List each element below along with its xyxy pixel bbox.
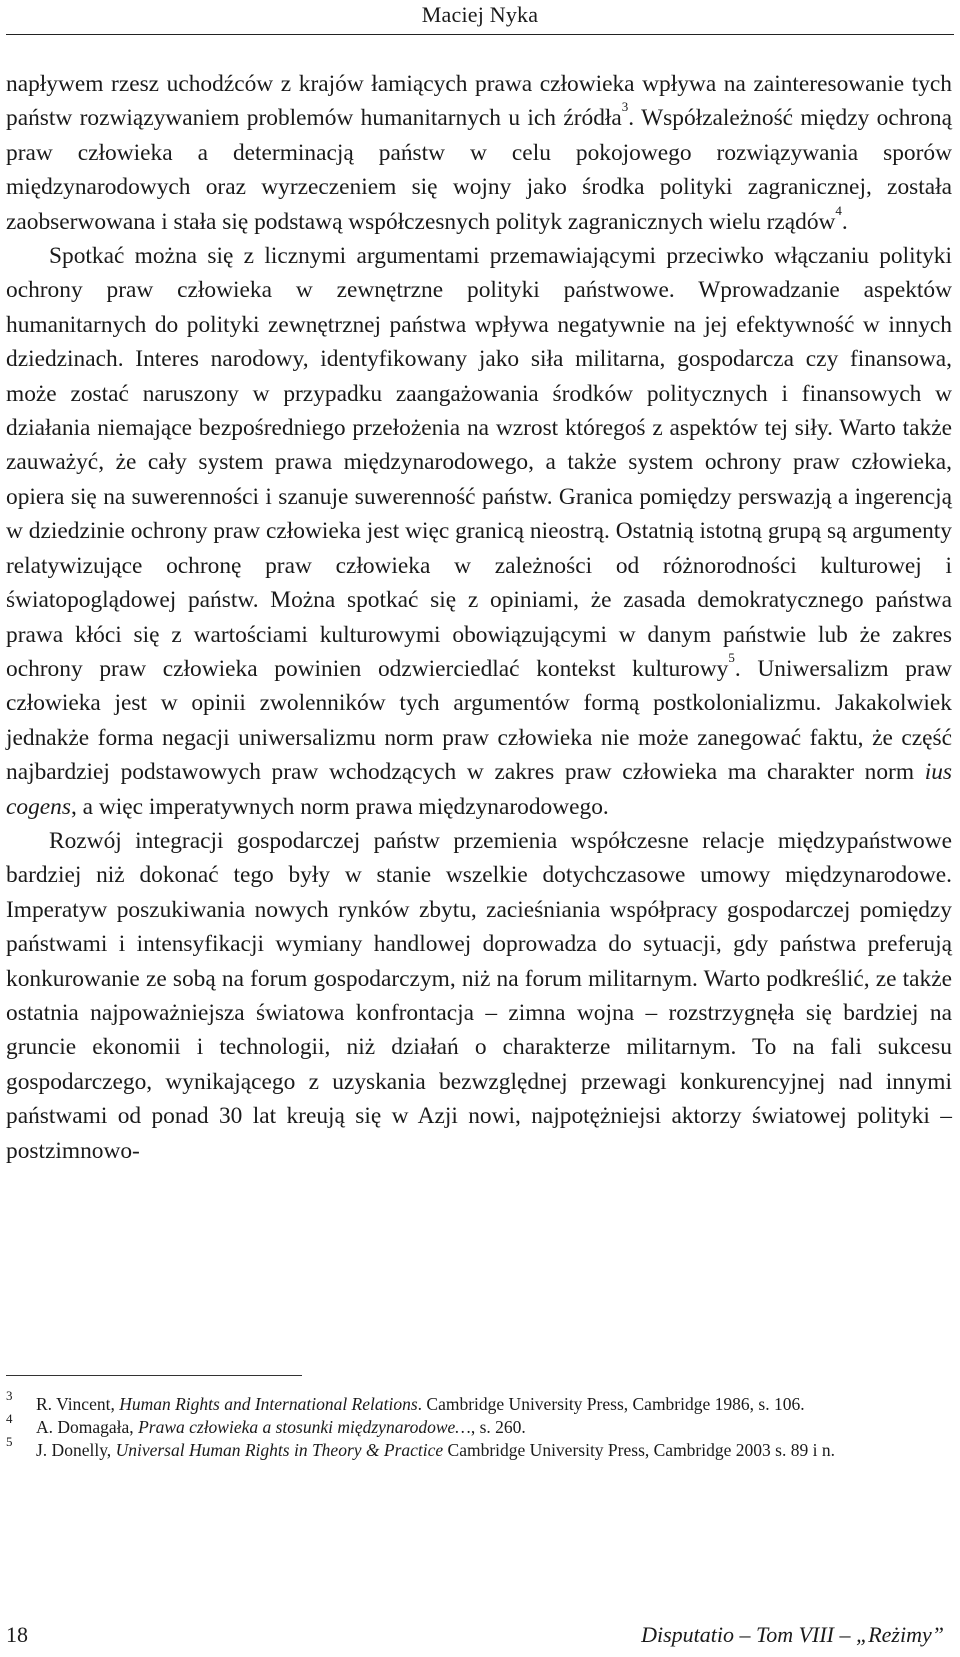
paragraph-1	[6, 67, 952, 239]
footnote-rule	[6, 1375, 302, 1376]
footnote-title: Prawa człowieka a stosunki międzynarodowe…	[138, 1417, 471, 1437]
footnote	[6, 1411, 952, 1439]
paragraph-text: , a więc imperatywnych norm prawa międzynarodowego.	[70, 793, 609, 820]
footnote	[6, 1388, 952, 1416]
footnote-author: A. Domagała,	[36, 1417, 139, 1437]
footnote-number: 4	[6, 1411, 13, 1426]
page-number: 18	[6, 1622, 28, 1647]
footnote-publisher: . Cambridge University Press, Cambridge 1986, s. 106.	[417, 1394, 805, 1414]
footnote-number: 5	[6, 1434, 13, 1449]
footnote-number: 3	[6, 1388, 13, 1403]
paragraph-text: .	[841, 208, 848, 235]
header-author: Maciej Nyka	[421, 2, 539, 27]
running-header	[0, 0, 960, 40]
running-footer	[6, 1622, 954, 1652]
header-rule	[6, 34, 954, 35]
paragraph-text: napływem rzesz uchodźców z krajów łamiących prawa człowieka wpływa na zainteresowanie tych państw rozwiązywaniem problemów humanitarnych u ich źródła	[6, 71, 952, 132]
paragraph-3	[6, 824, 952, 1168]
paragraph-text: . Współzależność między ochroną praw człowieka a determinacją państw w celu pokojowego rozwiązywania sporów międzynarodowych oraz wyrzeczeniem się wojny jako środka polityki zagranicznej, została zaobserwowana i stała się podstawą współczesnych polityk zagranicznych wielu rządów	[6, 105, 952, 235]
paragraph-text: Spotkać można się z licznymi argumentami przemawiającymi przeciwko włączaniu polityki ochrony praw człowieka w zewnętrzne polityki państwowe. Wprowadzanie aspektów humanitarnych do polityki zewnętrznej państwa wpływa negatywnie na jej efektywność w innych dziedzinach. Interes narodowy, identyfikowany jako siła militarna, gospodarcza czy finansowa, może zostać naruszony w przypadku zaangażowania środków politycznych i finansowych w działania niemające bezpośredniego przełożenia na wzrost któregoś z aspektów tej siły. Warto także zauważyć, że cały system prawa międzynarodowego, a także system ochrony praw człowieka, opiera się na suwerenności i szanuje suwerenność państw. Granica pomiędzy perswazją a ingerencją w dziedzinie ochrony praw człowieka jest więc granicą nieostrą. Ostatnią istotną grupą są argumenty relatywizujące ochronę praw człowieka w zależności od różnorodności kulturowej i światopoglądowej państw. Można spotkać się z opiniami, że zasada demokratycznego państwa prawa kłóci się z wartościami kulturowymi obowiązującymi w danym państwie lub że zakres ochrony praw człowieka powinien odzwierciedlać kontekst kulturowy	[6, 243, 952, 682]
main-text	[6, 67, 952, 1168]
footnotes	[6, 1388, 952, 1462]
footnote-ref-5[interactable]: 5	[728, 649, 735, 665]
footnote-author: R. Vincent,	[36, 1394, 120, 1414]
latin-term: ius cogens	[6, 759, 952, 820]
journal-title: Disputatio – Tom VIII – „Reżimy”	[641, 1622, 944, 1647]
footnote-ref-4[interactable]: 4	[835, 202, 842, 218]
footnote-publisher: , s. 260.	[470, 1417, 526, 1437]
footnote-author: J. Donelly,	[36, 1440, 116, 1460]
footnote-title: Human Rights and International Relations	[119, 1394, 418, 1414]
footnote-publisher: Cambridge University Press, Cambridge 2003 s. 89 i n.	[443, 1440, 835, 1460]
footnote	[6, 1434, 952, 1462]
paragraph-text: Rozwój integracji gospodarczej państw przemienia współczesne relacje międzypaństwowe bardziej niż dokonać tego były w stanie wszelkie dotychczasowe umowy międzynarodowe. Imperatyw poszukiwania nowych rynków zbytu, zacieśniania współpracy gospodarczej pomiędzy państwami i intensyfikacji wymiany handlowej doprowadza do sytuacji, gdy państwa preferują konkurowanie ze sobą na forum gospodarczym, niż na forum militarnym. Warto podkreślić, ze także ostatnia najpoważniejsza światowa konfrontacja – zimna wojna – rozstrzygnęła się bardziej na gruncie ekonomii i technologii, niż działań o charakterze militarnym. To na fali sukcesu gospodarczego, wynikającego z uzyskania bezwzględnej przewagi konkurencyjnej nad innymi państwami od ponad 30 lat kreują się w Azji nowi, najpotężniejsi aktorzy światowej polityki – postzimnowo-	[6, 827, 952, 1164]
footnote-ref-3[interactable]: 3	[621, 99, 629, 115]
footnote-title: Universal Human Rights in Theory & Practice	[115, 1440, 444, 1460]
paragraph-2	[6, 239, 952, 824]
paragraph-text: . Uniwersalizm praw człowieka jest w opinii zwolenników tych argumentów formą postkolonializmu. Jakakolwiek jednakże forma negacji uniwersalizmu norm praw człowieka nie może zanegować faktu, że część najbardziej podstawowych praw wchodzących w zakres praw człowieka ma charakter norm	[6, 655, 953, 786]
